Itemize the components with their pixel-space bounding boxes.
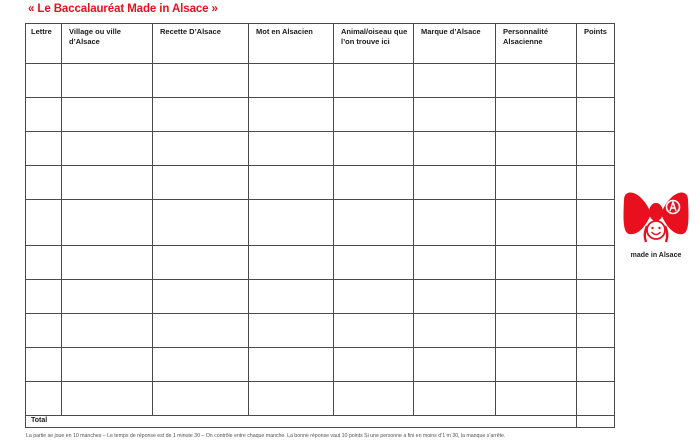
- cell[interactable]: [153, 64, 249, 98]
- header-marque: Marque d’Alsace: [414, 24, 496, 64]
- cell[interactable]: [496, 166, 577, 200]
- made-in-alsace-logo: [621, 190, 691, 262]
- cell[interactable]: [496, 64, 577, 98]
- cell[interactable]: [496, 382, 577, 416]
- cell[interactable]: [577, 348, 615, 382]
- header-village: Village ou ville d’Alsace: [62, 24, 153, 64]
- cell[interactable]: [414, 64, 496, 98]
- alsace-mascot-icon: [621, 190, 691, 250]
- cell[interactable]: [414, 280, 496, 314]
- cell[interactable]: [62, 348, 153, 382]
- cell[interactable]: [334, 280, 414, 314]
- total-points-cell[interactable]: [577, 416, 615, 428]
- table-row: [26, 200, 615, 246]
- cell[interactable]: [249, 64, 334, 98]
- cell[interactable]: [334, 314, 414, 348]
- cell[interactable]: [62, 280, 153, 314]
- cell[interactable]: [62, 166, 153, 200]
- cell[interactable]: [153, 166, 249, 200]
- cell[interactable]: [577, 64, 615, 98]
- cell[interactable]: [249, 382, 334, 416]
- cell[interactable]: [62, 98, 153, 132]
- cell[interactable]: [249, 200, 334, 246]
- cell[interactable]: [414, 132, 496, 166]
- cell[interactable]: [414, 98, 496, 132]
- cell[interactable]: [414, 348, 496, 382]
- cell[interactable]: [153, 314, 249, 348]
- cell[interactable]: [26, 166, 62, 200]
- header-personnalite: Personnalité Alsacienne: [496, 24, 577, 64]
- logo-text: made in Alsace: [630, 252, 682, 259]
- cell[interactable]: [26, 280, 62, 314]
- cell[interactable]: [496, 280, 577, 314]
- cell[interactable]: [496, 200, 577, 246]
- table-row: [26, 280, 615, 314]
- cell[interactable]: [496, 98, 577, 132]
- cell[interactable]: [414, 314, 496, 348]
- table-row: [26, 246, 615, 280]
- cell[interactable]: [334, 132, 414, 166]
- cell[interactable]: [153, 246, 249, 280]
- cell[interactable]: [26, 246, 62, 280]
- cell[interactable]: [414, 246, 496, 280]
- cell[interactable]: [577, 314, 615, 348]
- cell[interactable]: [334, 200, 414, 246]
- cell[interactable]: [249, 246, 334, 280]
- cell[interactable]: [414, 382, 496, 416]
- cell[interactable]: [249, 98, 334, 132]
- cell[interactable]: [26, 200, 62, 246]
- cell[interactable]: [62, 314, 153, 348]
- cell[interactable]: [26, 132, 62, 166]
- cell[interactable]: [334, 98, 414, 132]
- cell[interactable]: [577, 98, 615, 132]
- cell[interactable]: [26, 64, 62, 98]
- cell[interactable]: [153, 200, 249, 246]
- cell[interactable]: [496, 314, 577, 348]
- cell[interactable]: [334, 64, 414, 98]
- page-title: « Le Baccalauréat Made in Alsace »: [28, 3, 218, 15]
- cell[interactable]: [577, 166, 615, 200]
- cell[interactable]: [414, 200, 496, 246]
- table-row: [26, 314, 615, 348]
- cell[interactable]: [62, 382, 153, 416]
- header-points: Points: [577, 24, 615, 64]
- score-grid: [25, 23, 615, 428]
- table-row: [26, 132, 615, 166]
- header-animal: Animal/oiseau que l’on trouve ici: [334, 24, 414, 64]
- cell[interactable]: [26, 382, 62, 416]
- cell[interactable]: [496, 132, 577, 166]
- table-row: [26, 98, 615, 132]
- cell[interactable]: [26, 98, 62, 132]
- cell[interactable]: [62, 132, 153, 166]
- cell[interactable]: [577, 246, 615, 280]
- cell[interactable]: [334, 166, 414, 200]
- cell[interactable]: [334, 348, 414, 382]
- cell[interactable]: [577, 280, 615, 314]
- cell[interactable]: [334, 382, 414, 416]
- cell[interactable]: [414, 166, 496, 200]
- cell[interactable]: [153, 348, 249, 382]
- table-row: [26, 64, 615, 98]
- table-row: [26, 382, 615, 416]
- cell[interactable]: [334, 246, 414, 280]
- total-label: Total: [26, 416, 577, 428]
- cell[interactable]: [249, 166, 334, 200]
- cell[interactable]: [249, 348, 334, 382]
- header-recette: Recette D’Alsace: [153, 24, 249, 64]
- header-row: [26, 24, 615, 64]
- table-row: [26, 166, 615, 200]
- cell[interactable]: [153, 280, 249, 314]
- cell[interactable]: [577, 382, 615, 416]
- table-row: [26, 348, 615, 382]
- cell[interactable]: [153, 132, 249, 166]
- cell[interactable]: [577, 132, 615, 166]
- cell[interactable]: [26, 314, 62, 348]
- cell[interactable]: [153, 382, 249, 416]
- cell[interactable]: [496, 246, 577, 280]
- header-lettre: Lettre: [26, 24, 62, 64]
- cell[interactable]: [249, 314, 334, 348]
- cell[interactable]: [577, 200, 615, 246]
- cell[interactable]: [62, 200, 153, 246]
- cell[interactable]: [26, 348, 62, 382]
- cell[interactable]: [249, 280, 334, 314]
- cell[interactable]: [62, 246, 153, 280]
- cell[interactable]: [249, 132, 334, 166]
- total-row: [26, 416, 615, 428]
- rules-footnote: La partie se joue en 10 manches – Le temps de réponse est de 1 minute 30 – On contrôle entre chaque manche. La bonne réponse vaut 10 points Si une personne a fini en moins d’1 m 30, la manque s’arrête.: [26, 433, 506, 439]
- cell[interactable]: [153, 98, 249, 132]
- cell[interactable]: [62, 64, 153, 98]
- cell[interactable]: [496, 348, 577, 382]
- header-mot: Mot en Alsacien: [249, 24, 334, 64]
